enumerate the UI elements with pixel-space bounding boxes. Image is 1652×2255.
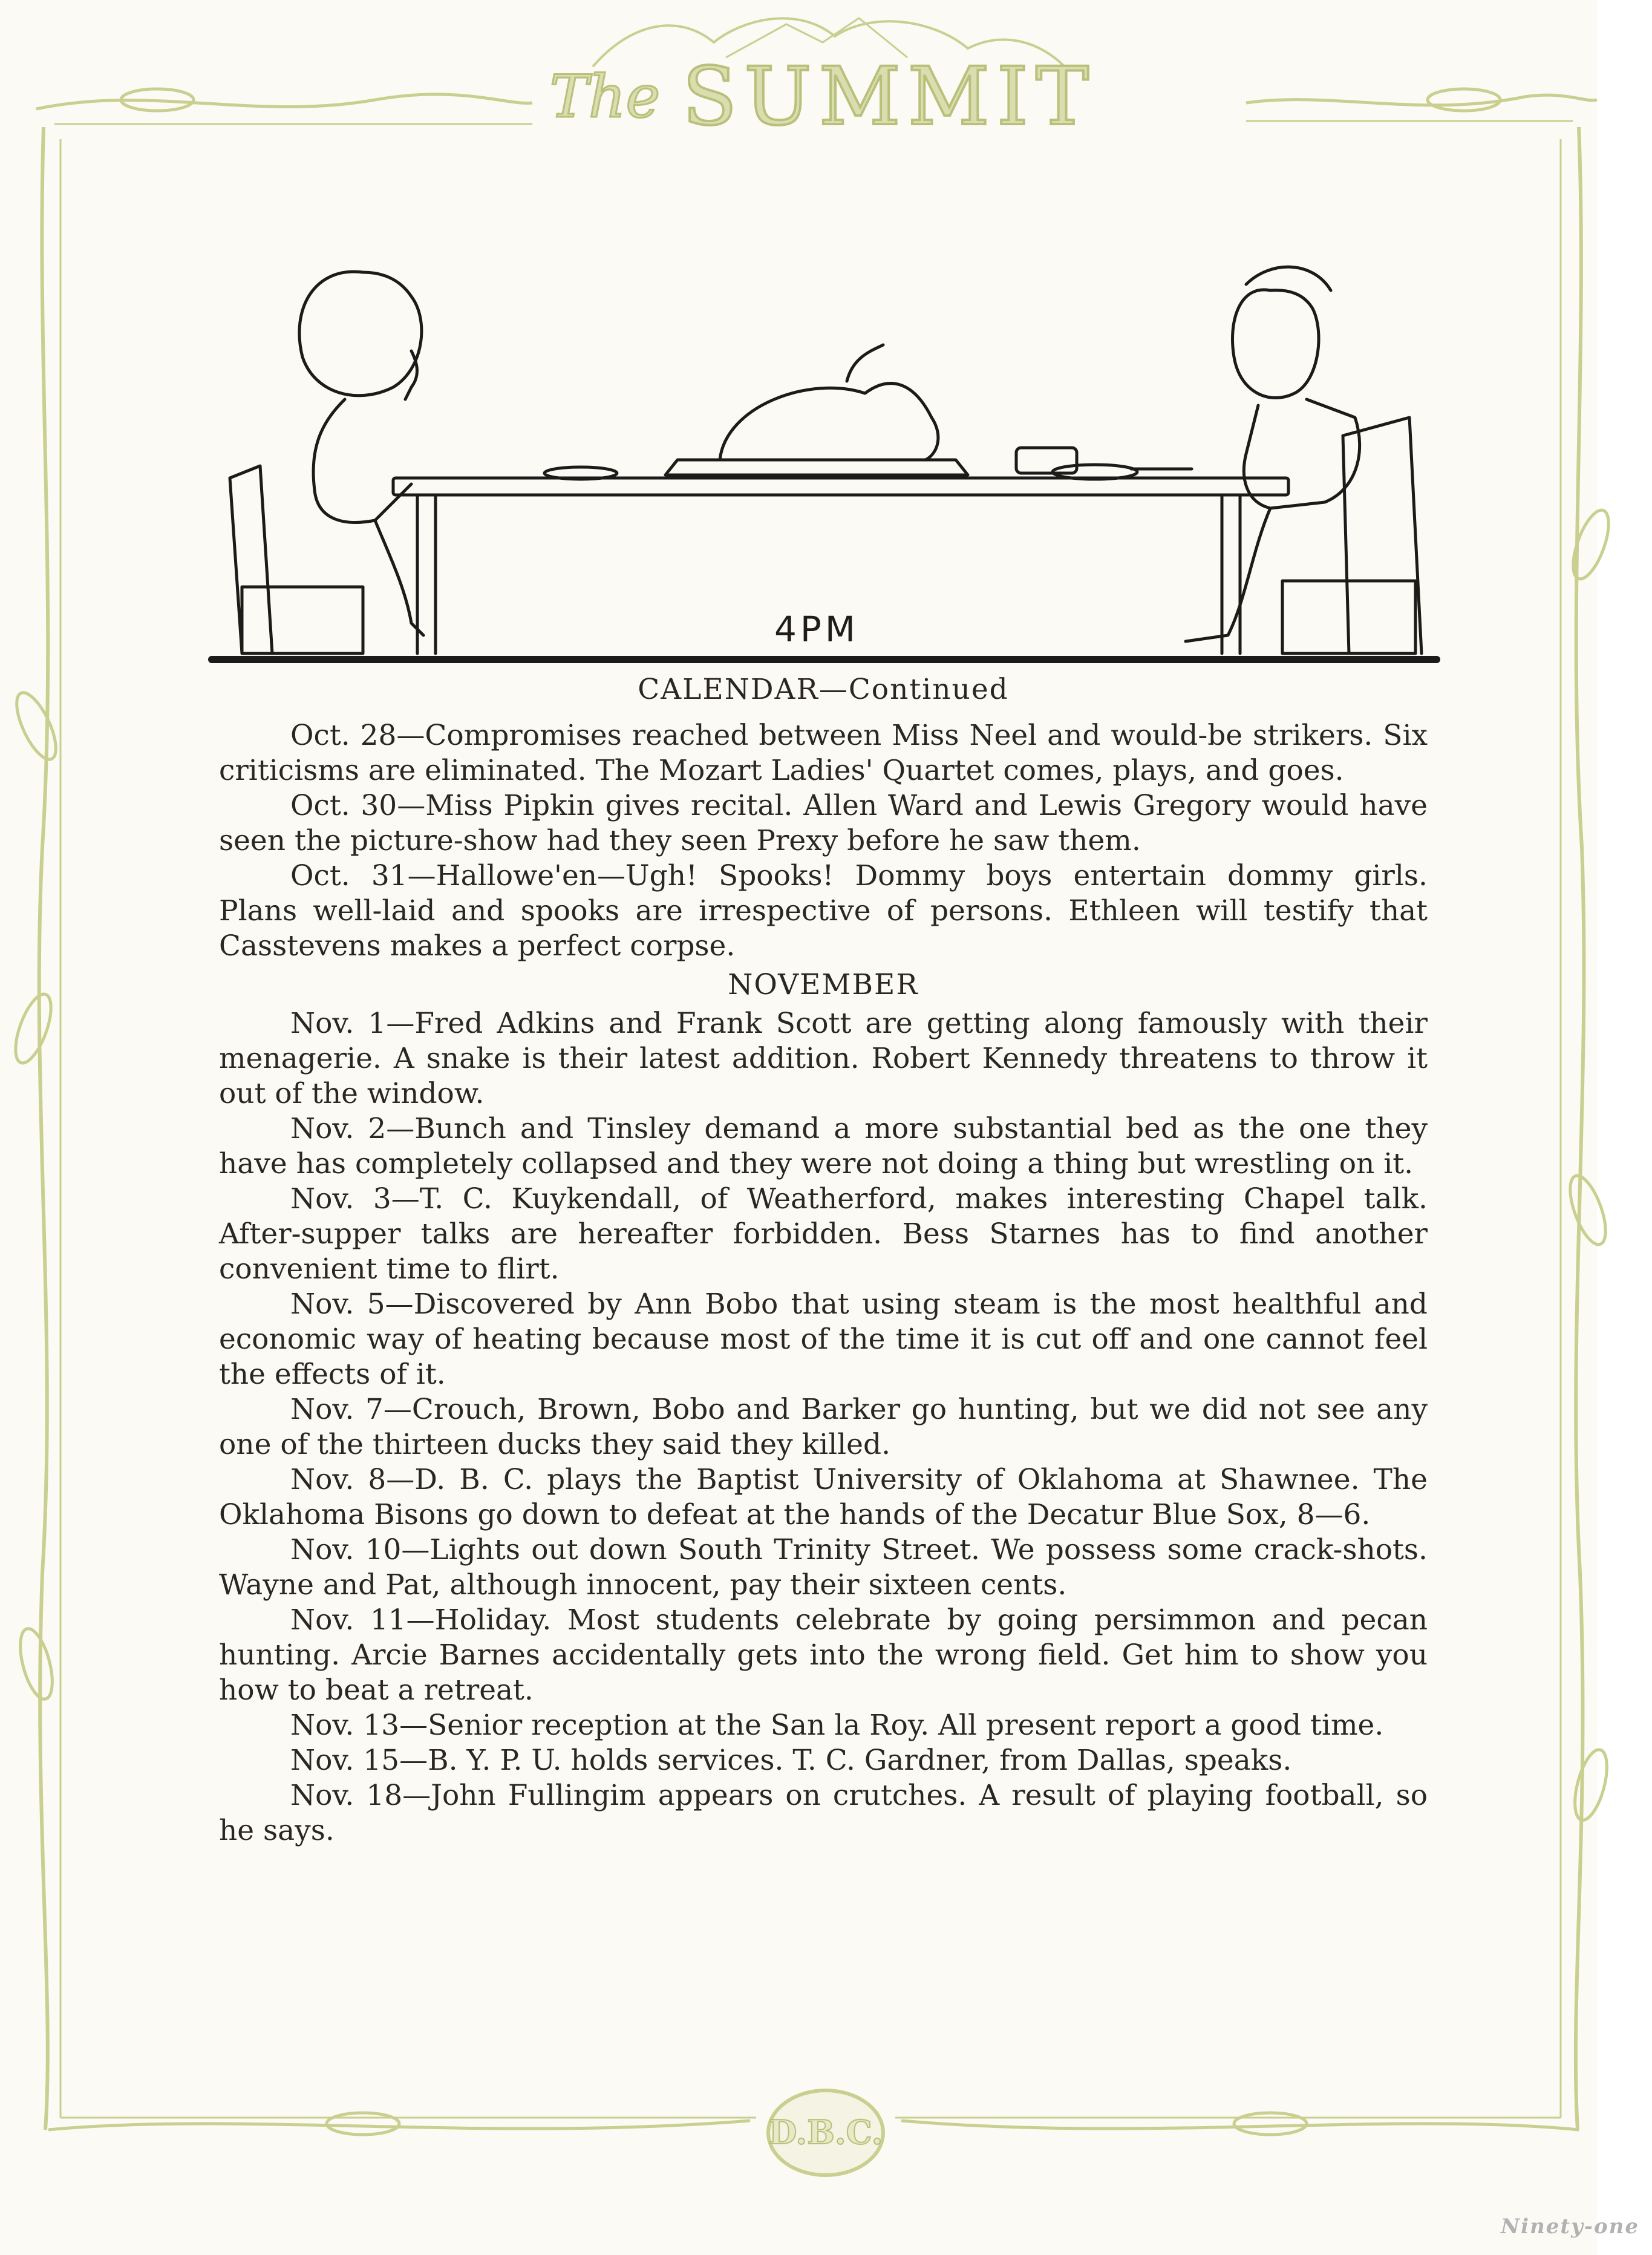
calendar-entry: Nov. 18—John Fullingim appears on crutches. A result of playing football, so he says.	[219, 1779, 1428, 1847]
calendar-entry: Nov. 2—Bunch and Tinsley demand a more substantial bed as the one they have has completely collapsed and they were not doing a thing but wrestling on it.	[219, 1112, 1428, 1180]
calendar-entry: Nov. 8—D. B. C. plays the Baptist University of Oklahoma at Shawnee. The Oklahoma Bisons go down to defeat at the hands of the Decatur Blue Sox, 8—6.	[219, 1463, 1428, 1531]
calendar-entry: Nov. 1—Fred Adkins and Frank Scott are getting along famously with their menagerie. A snake is their latest addition. Robert Kennedy threatens to throw it out of the window.	[219, 1007, 1428, 1110]
calendar-entry: Nov. 3—T. C. Kuykendall, of Weatherford, makes interesting Chapel talk. After-supper talks are hereafter forbidden. Bess Starnes has to find another convenient time to flirt.	[219, 1182, 1428, 1286]
calendar-entry: Nov. 11—Holiday. Most students celebrate by going persimmon and pecan hunting. Arcie Barnes accidentally gets into the wrong field. Get him to show you how to beat a retreat.	[219, 1603, 1428, 1707]
dbc-seal-logo	[762, 2084, 889, 2181]
calendar-entry: Oct. 31—Hallowe'en—Ugh! Spooks! Dommy boys entertain dommy girls. Plans well-laid and spooks are irrespective of persons. Ethleen will testify that Casstevens makes a perfect corpse.	[219, 859, 1428, 963]
illustration-label: 4PM	[774, 609, 859, 650]
dbc-seal-text: D.B.C.	[768, 2113, 883, 2152]
calendar-entry: Nov. 5—Discovered by Ann Bobo that using steam is the most healthful and economic way of heating because most of the time it is cut off and one cannot feel the effects of it.	[219, 1288, 1428, 1391]
calendar-text	[219, 669, 1428, 1848]
calendar-entry: Oct. 30—Miss Pipkin gives recital. Allen Ward and Lewis Gregory would have seen the picture-show had they seen Prexy before he saw them.	[219, 789, 1428, 857]
calendar-entry: Nov. 15—B. Y. P. U. holds services. T. C. Gardner, from Dallas, speaks.	[290, 1744, 1292, 1777]
calendar-entry: Nov. 10—Lights out down South Trinity Street. We possess some crack-shots. Wayne and Pat, although innocent, pay their sixteen cents.	[219, 1533, 1428, 1602]
month-heading: NOVEMBER	[728, 968, 919, 1001]
calendar-entry: Oct. 28—Compromises reached between Miss Neel and would-be strikers. Six criticisms are eliminated. The Mozart Ladies' Quartet comes, plays, and goes.	[219, 719, 1428, 787]
page-number: Ninety-one	[1501, 2214, 1639, 2239]
calendar-entry: Nov. 7—Crouch, Brown, Bobo and Barker go hunting, but we did not see any one of the thirteen ducks they said they killed.	[219, 1393, 1428, 1461]
calendar-heading: CALENDAR—Continued	[638, 673, 1009, 706]
masthead-title: SUMMIT	[682, 50, 1097, 143]
masthead-the: The	[549, 63, 661, 131]
calendar-entry: Nov. 13—Senior reception at the San la Roy. All present report a good time.	[290, 1709, 1384, 1742]
